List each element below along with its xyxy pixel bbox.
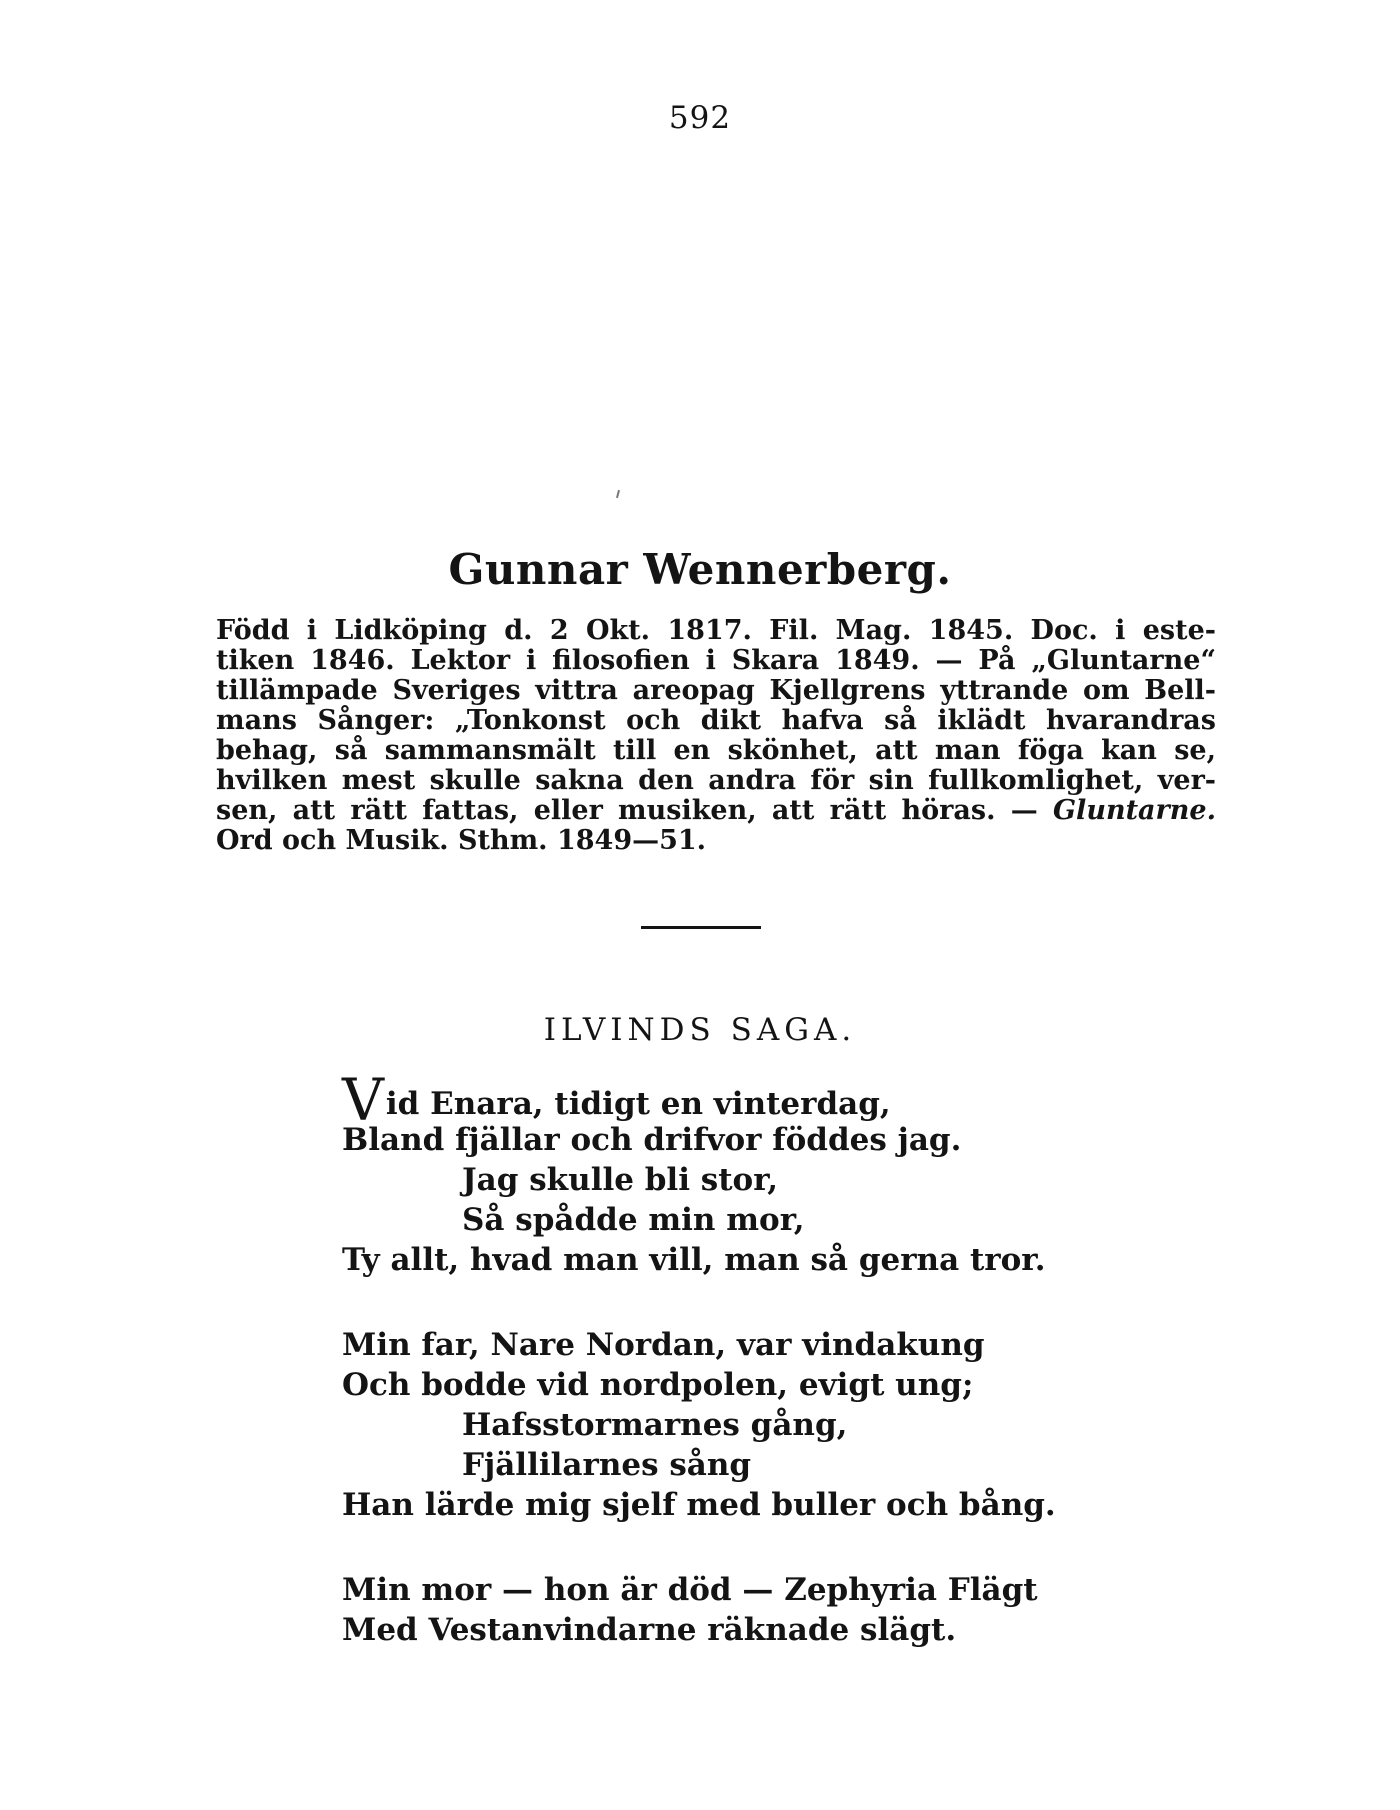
bio-line: mans Sånger: „Tonkonst och dikt hafva så iklädt hvarandras (216, 705, 1216, 736)
stray-mark (616, 490, 620, 498)
drop-initial: V (342, 1066, 384, 1134)
verse-line-indented: Så spådde min mor, (462, 1202, 805, 1238)
poem-title: ILVINDS SAGA. (543, 1012, 857, 1048)
page-number: 592 (668, 100, 732, 136)
verse-line: Min far, Nare Nordan, var vindakung (342, 1327, 985, 1363)
verse-line-indented: Hafsstormarnes gång, (462, 1407, 848, 1443)
bio-line: behag, så sammansmält till en skönhet, att man föga kan se, (216, 735, 1216, 766)
bio-line: Född i Lidköping d. 2 Okt. 1817. Fil. Mag. 1845. Doc. i este- (216, 615, 1216, 646)
work-title-italic: Gluntarne. (1053, 795, 1216, 826)
section-divider (641, 926, 761, 929)
verse-line: Och bodde vid nordpolen, evigt ung; (342, 1367, 974, 1403)
verse-line: Med Vestanvindarne räknade slägt. (342, 1612, 957, 1648)
bio-line: hvilken mest skulle sakna den andra för sin fullkomlighet, ver- (216, 765, 1216, 796)
verse-line: Min mor — hon är död — Zephyria Flägt (342, 1572, 1038, 1608)
bio-line: tiken 1846. Lektor i filosofien i Skara 1849. — På „Gluntarne“ (216, 645, 1216, 676)
bio-line-with-title (216, 796, 1216, 826)
author-heading: Gunnar Wennerberg. (448, 545, 952, 594)
verse-line: Han lärde mig sjelf med buller och bång. (342, 1487, 1056, 1523)
bio-line-text: sen, att rätt fattas, eller musiken, att rätt höras. — (216, 795, 1038, 826)
verse-line: Ty allt, hvad man vill, man så gerna tror. (342, 1242, 1046, 1278)
verse-line-indented: Fjällilarnes sång (462, 1447, 752, 1483)
bio-line: Ord och Musik. Sthm. 1849—51. (216, 825, 707, 856)
verse-line-indented: Jag skulle bli stor, (462, 1162, 779, 1198)
verse-text: id Enara, tidigt en vinterdag, (385, 1086, 891, 1122)
verse-line (342, 1066, 891, 1134)
bio-line: tillämpade Sveriges vittra areopag Kjellgrens yttrande om Bell- (216, 675, 1216, 706)
author-biography (216, 616, 1216, 856)
verse-line: Bland fjällar och drifvor föddes jag. (342, 1122, 962, 1158)
